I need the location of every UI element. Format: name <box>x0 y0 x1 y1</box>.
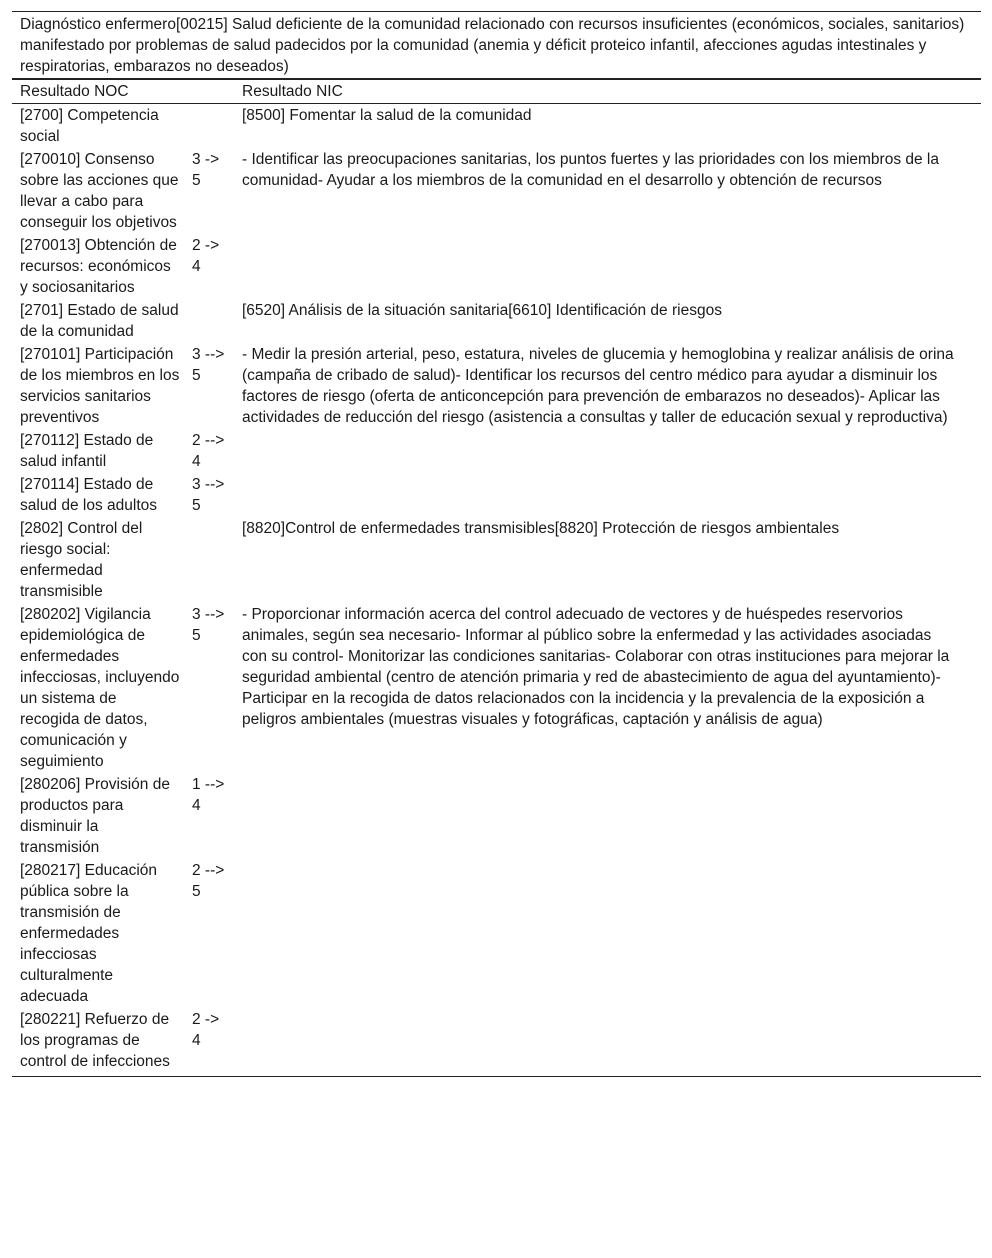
score-change: 2 -->5 <box>192 862 225 900</box>
nic-intervention: - Medir la presión arterial, peso, estatura, niveles de glucemia y hemoglobina y realizar análisis de orina (campaña de cribado de salud)- Identificar los recursos del centro médico para ayudar a disminuir los factores de riesgo (oferta de anticoncepción para prevención de embarazos no deseados)- Aplicar las actividades de reducción del riesgo (asistencia a consultas y taller de educación sexual y reproductiva) <box>242 346 954 426</box>
nursing-care-plan-table-container <box>12 11 981 1077</box>
header-row <box>12 79 981 104</box>
nic-intervention: [6520] Análisis de la situación sanitaria[6610] Identificación de riesgos <box>242 302 722 319</box>
score-change <box>184 299 230 343</box>
table-row <box>12 859 981 1008</box>
table-row <box>12 104 981 149</box>
noc-outcome: [270114] Estado de salud de los adultos <box>20 476 158 514</box>
score-change: 2 -->4 <box>192 432 225 470</box>
table-row <box>12 299 981 343</box>
noc-outcome: [280206] Provisión de productos para disminuir la transmisión <box>20 776 170 856</box>
score-change: 3 -->5 <box>192 476 225 514</box>
nic-intervention <box>230 773 981 859</box>
nic-intervention: [8820]Control de enfermedades transmisibles[8820] Protección de riesgos ambientales <box>242 520 840 537</box>
diagnosis-row <box>12 12 981 80</box>
score-change: 3 -> 5 <box>192 151 220 189</box>
table-row <box>12 429 981 473</box>
nursing-diagnosis: Diagnóstico enfermero[00215] Salud deficiente de la comunidad relacionado con recursos insuficientes (económicos, sociales, sanitarios) manifestado por problemas de salud padecidos por la comunidad (anemia y déficit proteico infantil, afecciones agudas intestinales y respiratorias, embarazos no deseados) <box>12 12 981 80</box>
table-row <box>12 234 981 299</box>
nic-intervention: - Identificar las preocupaciones sanitarias, los puntos fuertes y las prioridades con los miembros de la comunidad- Ayudar a los miembros de la comunidad en el desarrollo y obtención de recursos <box>242 151 939 189</box>
nic-intervention <box>230 429 981 473</box>
nic-column-header: Resultado NIC <box>230 79 981 104</box>
noc-outcome: [280202] Vigilancia epidemiológica de enfermedades infecciosas, incluyendo un sistema de recogida de datos, comunicación y seguimiento <box>20 606 180 770</box>
noc-outcome: [270112] Estado de salud infantil <box>20 432 154 470</box>
noc-column-header: Resultado NOC <box>12 79 230 104</box>
noc-outcome: [2700] Competencia social <box>20 107 159 145</box>
score-change: 3 -->5 <box>192 606 225 644</box>
noc-outcome: [270013] Obtención de recursos: económicos y sociosanitarios <box>20 237 177 296</box>
nic-intervention <box>230 859 981 1008</box>
noc-outcome: [270010] Consenso sobre las acciones que llevar a cabo para conseguir los objetivos <box>20 151 179 231</box>
nic-intervention <box>230 473 981 517</box>
table-row <box>12 343 981 429</box>
score-change <box>184 104 230 149</box>
table-body <box>12 104 981 1077</box>
table-row <box>12 517 981 603</box>
table-row <box>12 148 981 234</box>
noc-outcome: [2701] Estado de salud de la comunidad <box>20 302 179 340</box>
noc-outcome: [2802] Control del riesgo social: enfermedad transmisible <box>20 520 143 600</box>
score-change: 3 -->5 <box>192 346 225 384</box>
nic-intervention <box>230 1008 981 1077</box>
score-change <box>184 517 230 603</box>
noc-outcome: [270101] Participación de los miembros en los servicios sanitarios preventivos <box>20 346 180 426</box>
score-change: 1 -->4 <box>192 776 225 814</box>
nic-intervention: [8500] Fomentar la salud de la comunidad <box>242 107 532 124</box>
table-row <box>12 773 981 859</box>
score-change: 2 -> 4 <box>192 237 220 275</box>
noc-outcome: [280221] Refuerzo de los programas de control de infecciones <box>12 1008 184 1077</box>
table-row <box>12 1008 981 1077</box>
nic-intervention: - Proporcionar información acerca del control adecuado de vectores y de huéspedes reservorios animales, según sea necesario- Informar al público sobre la enfermedad y las actividades asociadas con su control- Monitorizar las condiciones sanitarias- Colaborar con otras instituciones para mejorar la seguridad ambiental (centro de atención primaria y red de abastecimiento de agua del ayuntamiento)- Participar en la recogida de datos relacionados con la incidencia y la prevalencia de la exposición a peligros ambientales (muestras visuales y fotográficas, captación y análisis de agua) <box>242 606 950 728</box>
score-change: 2 -> 4 <box>184 1008 230 1077</box>
nursing-care-plan-table <box>12 11 981 1077</box>
table-row <box>12 473 981 517</box>
nic-intervention <box>230 234 981 299</box>
noc-outcome: [280217] Educación pública sobre la transmisión de enfermedades infecciosas culturalmente adecuada <box>20 862 158 1005</box>
table-row <box>12 603 981 773</box>
